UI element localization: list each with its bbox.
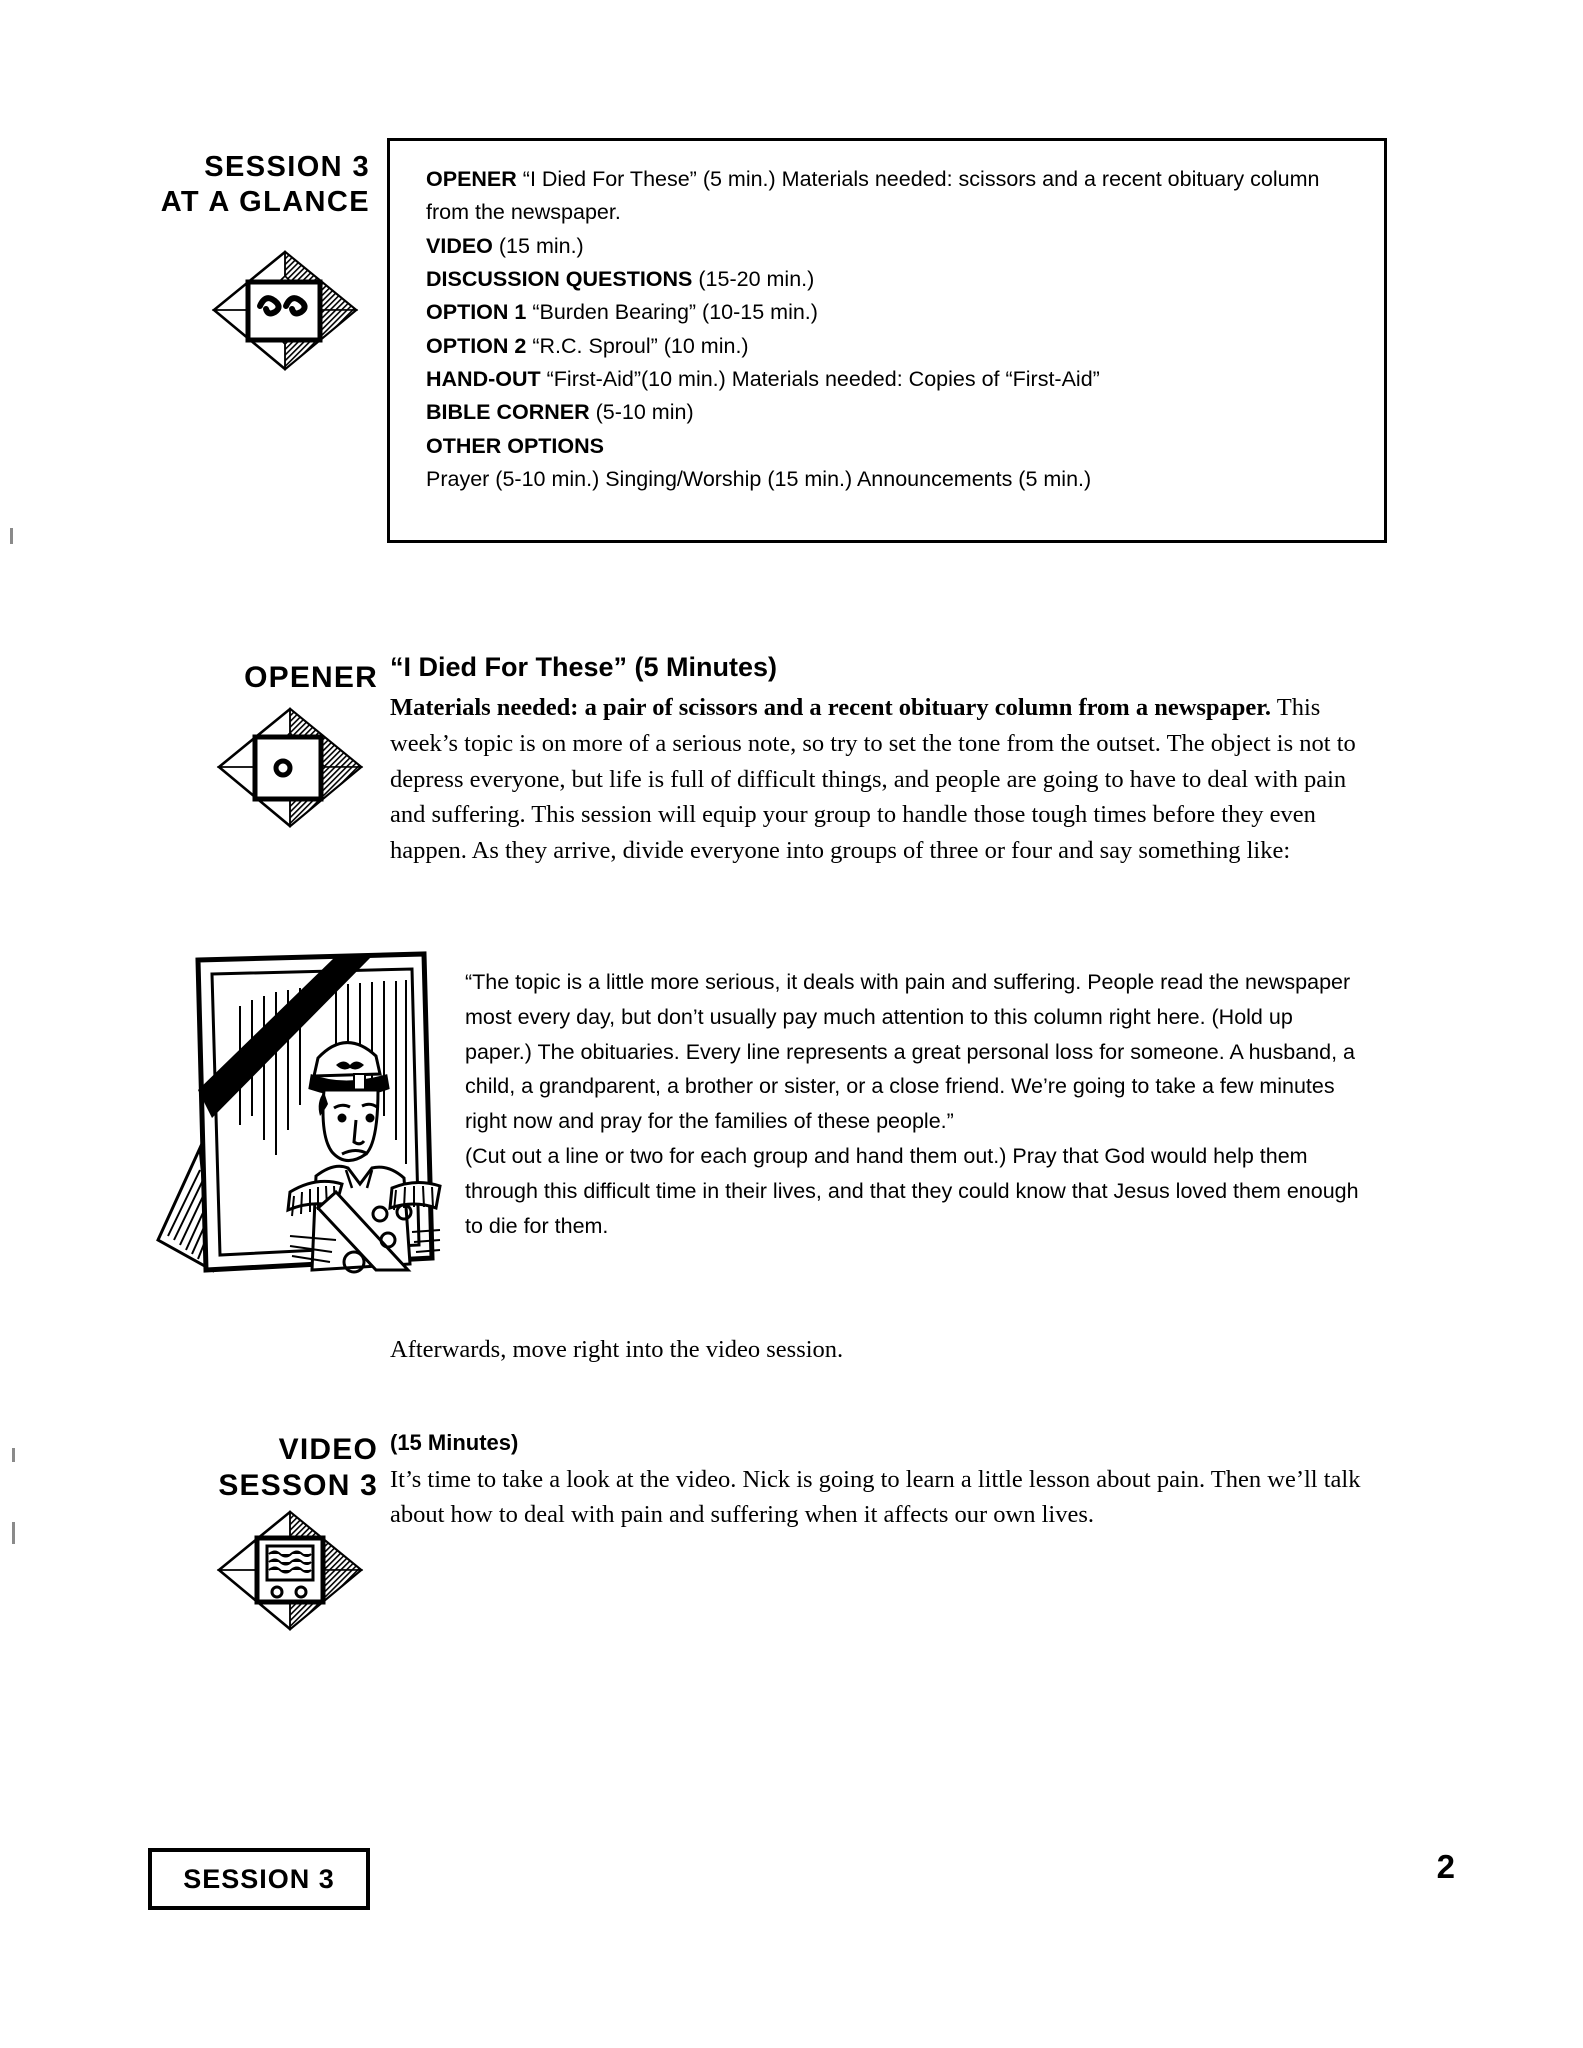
list-item bbox=[426, 263, 1366, 296]
script-paragraph-1: “The topic is a little more serious, it deals with pain and suffering. People read the newspaper most every day, but don’t usually pay much attention to this column right here. (Hold up paper.) The obituaries. Every line represents a great personal loss for someone. A husband, a child, a grandparent, a brother or sister, or a close friend. We’re going to take a few minutes right now and pray for the families of these people.” bbox=[465, 970, 1355, 1134]
opener-closing-line bbox=[390, 1332, 1290, 1368]
footer-session-tag bbox=[148, 1848, 370, 1910]
diamond-tv-icon bbox=[215, 1508, 365, 1633]
opener-materials-lead: Materials needed: a pair of scissors and a recent obituary column from a newspaper. bbox=[390, 694, 1272, 722]
glance-agenda-list bbox=[426, 163, 1366, 496]
glance-item-label: OPTION 2 bbox=[426, 333, 527, 358]
session-at-a-glance-heading bbox=[80, 150, 370, 221]
scan-artifact bbox=[10, 528, 13, 544]
video-section-label bbox=[68, 1432, 378, 1504]
opener-label-text: OPENER bbox=[244, 661, 378, 694]
scan-artifact bbox=[12, 1448, 15, 1462]
opener-section-label bbox=[68, 660, 378, 696]
video-label-line2: SESSON 3 bbox=[218, 1469, 378, 1502]
glance-item-label: VIDEO bbox=[426, 233, 493, 258]
list-item bbox=[426, 230, 1366, 263]
scan-artifact bbox=[12, 1522, 15, 1544]
video-duration: (15 Minutes) bbox=[390, 1430, 519, 1455]
glance-item-label: HAND-OUT bbox=[426, 366, 541, 391]
glance-item-detail: (15 min.) bbox=[498, 233, 584, 258]
glance-item-detail: (5-10 min) bbox=[595, 400, 694, 425]
glance-heading-line1: SESSION 3 bbox=[204, 151, 370, 183]
glance-item-detail: “I Died For These” (5 min.) Materials needed: scissors and a recent obituary column from the newspaper. bbox=[426, 167, 1320, 225]
glance-item-detail: “R.C. Sproul” (10 min.) bbox=[532, 333, 749, 358]
list-item bbox=[426, 330, 1366, 363]
opener-body bbox=[390, 650, 1360, 869]
glance-item-label: OTHER OPTIONS bbox=[426, 433, 604, 458]
page-number: 2 bbox=[1436, 1848, 1455, 1885]
glance-item-label: OPTION 1 bbox=[426, 300, 527, 325]
list-item bbox=[426, 296, 1366, 329]
glance-heading-line2: AT A GLANCE bbox=[160, 186, 370, 219]
opener-closing-text: Afterwards, move right into the video session. bbox=[390, 1336, 844, 1363]
glance-item-detail: “First-Aid”(10 min.) Materials needed: Copies of “First-Aid” bbox=[546, 366, 1100, 391]
framed-portrait-illustration bbox=[140, 940, 450, 1285]
glance-item-label: DISCUSSION QUESTIONS bbox=[426, 266, 693, 291]
opener-body-text: This week’s topic is on more of a serious note, so try to set the tone from the outset. The object is not to depress everyone, but life is full of difficult things, and people are going to have to deal with pain and suffering. This session will equip your group to handle those tough times before they even happen. As they arrive, divide everyone into groups of three or four and say something like: bbox=[390, 694, 1356, 865]
diamond-face-icon bbox=[210, 248, 360, 373]
glance-item-detail: “Burden Bearing” (10-15 min.) bbox=[532, 300, 818, 325]
diamond-door-icon bbox=[215, 705, 365, 830]
glance-item-label: BIBLE CORNER bbox=[426, 400, 590, 425]
glance-item-detail: (15-20 min.) bbox=[698, 266, 815, 291]
list-item bbox=[426, 430, 1366, 463]
opener-paragraph bbox=[390, 690, 1360, 869]
glance-item-detail: Prayer (5-10 min.) Singing/Worship (15 min.) Announcements (5 min.) bbox=[426, 466, 1092, 491]
footer-session-text: SESSION 3 bbox=[183, 1864, 335, 1894]
opener-title: “I Died For These” (5 Minutes) bbox=[390, 652, 778, 682]
list-item bbox=[426, 163, 1366, 230]
video-body bbox=[390, 1428, 1365, 1533]
script-paragraph-2: (Cut out a line or two for each group and hand them out.) Pray that God would help them through this difficult time in their lives, and that they could know that Jesus loved them enough to die for them. bbox=[465, 1144, 1359, 1238]
session-at-a-glance-box bbox=[387, 138, 1387, 543]
list-item bbox=[426, 363, 1366, 396]
glance-item-label: OPENER bbox=[426, 167, 517, 191]
opener-script-block bbox=[465, 965, 1365, 1244]
list-item bbox=[426, 463, 1366, 496]
list-item bbox=[426, 396, 1366, 429]
video-label-line1: VIDEO bbox=[278, 1433, 378, 1466]
video-paragraph: It’s time to take a look at the video. Nick is going to learn a little lesson about pain. Then we’ll talk about how to deal with pain and suffering when it affects our own lives. bbox=[390, 1465, 1361, 1529]
